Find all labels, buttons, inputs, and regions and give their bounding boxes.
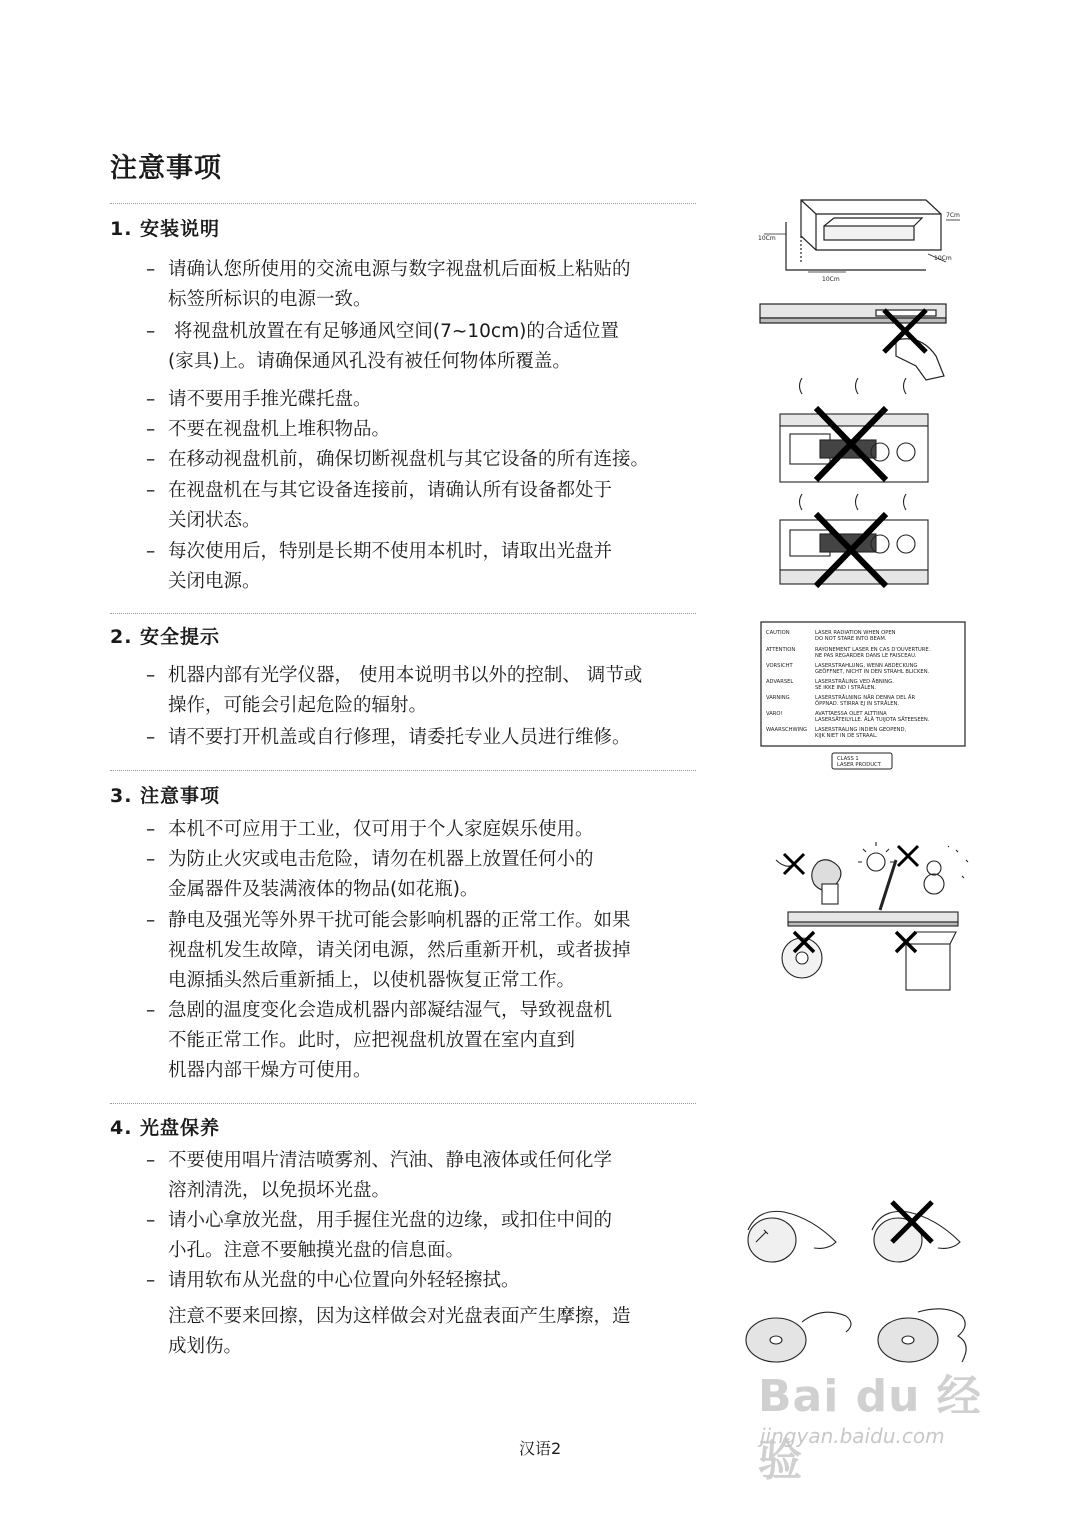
label-text: LASERSTRAHLUNG, WENN ABDECKUNG [815,663,918,669]
figure-no-stacking [776,374,936,484]
page-title: 注意事项 [110,153,222,184]
list-item: – 机器内部有光学仪器， 使用本说明书以外的控制、 调节或 操作，可能会引起危险的辐射。 [146,665,643,716]
label-text: ÖPPNAD. STIRRA EJ IN STRÅLEN. [815,701,900,707]
label-text: LASERSTRALING INDIEN GEOPEND, [815,727,907,733]
label-lang-caution: CAUTION [766,630,790,636]
section-divider [110,1103,696,1104]
label-text: LASERSÄTEILYLLE. ÄLÄ TUIJOTA SÄTEESEEN. [815,717,930,723]
list-item: – 请小心拿放光盘，用手握住光盘的边缘，或扣住中间的 小孔。注意不要触摸光盘的信息面。 [146,1210,613,1261]
list-item: – 不要在视盘机上堆积物品。 [146,419,391,440]
label-lang: VARO! [766,711,783,717]
label-lang: VARNING [766,695,790,701]
clearance-label-side: 10Cm [934,255,952,262]
figure-clearance [756,192,966,284]
clearance-label-right: 7Cm [946,212,960,219]
label-lang: ADVARSEL [766,679,794,685]
label-lang: ATTENTION [766,647,796,653]
section-divider [110,613,696,614]
list-item: – 静电及强光等外界干扰可能会影响机器的正常工作。如果 视盘机发生故障，请关闭电源，然后重新开机，或者拔掉 电源插头然后重新插上，以使机器恢复正常工作。 [146,910,631,991]
section-title: 4. 光盘保养 [110,1117,221,1139]
label-text: GEÖFFNET, NICHT IN DEN STRAHL BLICKEN. [815,669,930,675]
list-item: – 请用软布从光盘的中心位置向外轻轻擦拭。 [146,1270,520,1291]
label-text: SE IKKE IND I STRÅLEN. [815,685,877,691]
label-lang: VORSICHT [766,663,793,669]
list-item: – 急剧的温度变化会造成机器内部凝结湿气，导致视盘机 不能正常工作。此时，应把视盘机放置在室内直到 机器内部干燥方可使用。 [146,1000,613,1081]
label-text: NE PAS REGARDER DANS LE FAISCEAU. [815,653,917,659]
clearance-label-top: 10Cm [758,235,776,242]
list-item: – 请不要打开机盖或自行修理，请委托专业人员进行维修。 [146,727,631,748]
page-number: 汉语2 [519,1439,562,1458]
clearance-label-front: 10Cm [822,276,840,283]
list-item: – 请不要用手推光碟托盘。 [146,389,372,410]
baidu-watermark [758,1360,1008,1486]
class-label-line2: LASER PRODUCT [837,762,881,768]
list-item: – 请确认您所使用的交流电源与数字视盘机后面板上粘贴的 标签所标识的电源一致。 [146,259,631,310]
section-title: 1. 安装说明 [110,218,221,240]
list-item: – 在视盘机在与其它设备连接前，请确认所有设备都处于 关闭状态。 [146,480,613,531]
label-text: RAYONEMENT LASER EN CAS D'OUVERTURE. [815,647,931,653]
list-item: – 本机不可应用于工业，仅可用于个人家庭娱乐使用。 [146,819,594,840]
figure-no-push-tray [756,296,956,384]
label-text: KIJK NIET IN DE STRAAL. [815,733,878,739]
label-text: DO NOT STARE INTO BEAM. [815,636,887,642]
section-title: 3. 注意事项 [110,785,221,807]
list-item: – 每次使用后，特别是长期不使用本机时，请取出光盘并 关闭电源。 [146,541,613,592]
label-text: LASER RADIATION WHEN OPEN [815,630,896,636]
laser-warning-label [760,621,968,773]
note-paragraph: 注意不要来回擦，因为这样做会对光盘表面产生摩擦，造 成划伤。 [168,1306,631,1357]
figure-disc-handling [742,1190,978,1370]
watermark-logo: Bai du 经验 [758,1371,982,1486]
list-item: – 将视盘机放置在有足够通风空间(7~10cm)的合适位置 (家具)上。请确保通风孔没有被任何物体所覆盖。 [146,321,619,372]
list-item: – 在移动视盘机前，确保切断视盘机与其它设备的所有连接。 [146,449,650,470]
list-item: – 为防止火灾或电击危险，请勿在机器上放置任何小的 金属器件及装满液体的物品(如花瓶)。 [146,849,594,900]
label-text: AVATTAESSA OLET ALTTIINA [815,711,887,717]
figure-no-device-on-top [776,490,936,590]
label-lang: WAARSCHWING [766,727,808,733]
label-text: LASERSTRÅLING VED ÅBNING. [815,679,894,685]
list-item: – 不要使用唱片清洁喷雾剂、汽油、静电液体或任何化学 溶剂清洗，以免损坏光盘。 [146,1150,613,1201]
section-divider [110,770,696,771]
label-text: LASERSTRÅLNING NÄR DENNA DEL ÄR [815,695,916,701]
section-divider [110,203,696,204]
class-label-line1: CLASS 1 [837,756,859,762]
figure-environment-hazards [766,840,976,1000]
section-title: 2. 安全提示 [110,626,221,648]
watermark-url: jingyan.baidu.com [760,1424,945,1448]
